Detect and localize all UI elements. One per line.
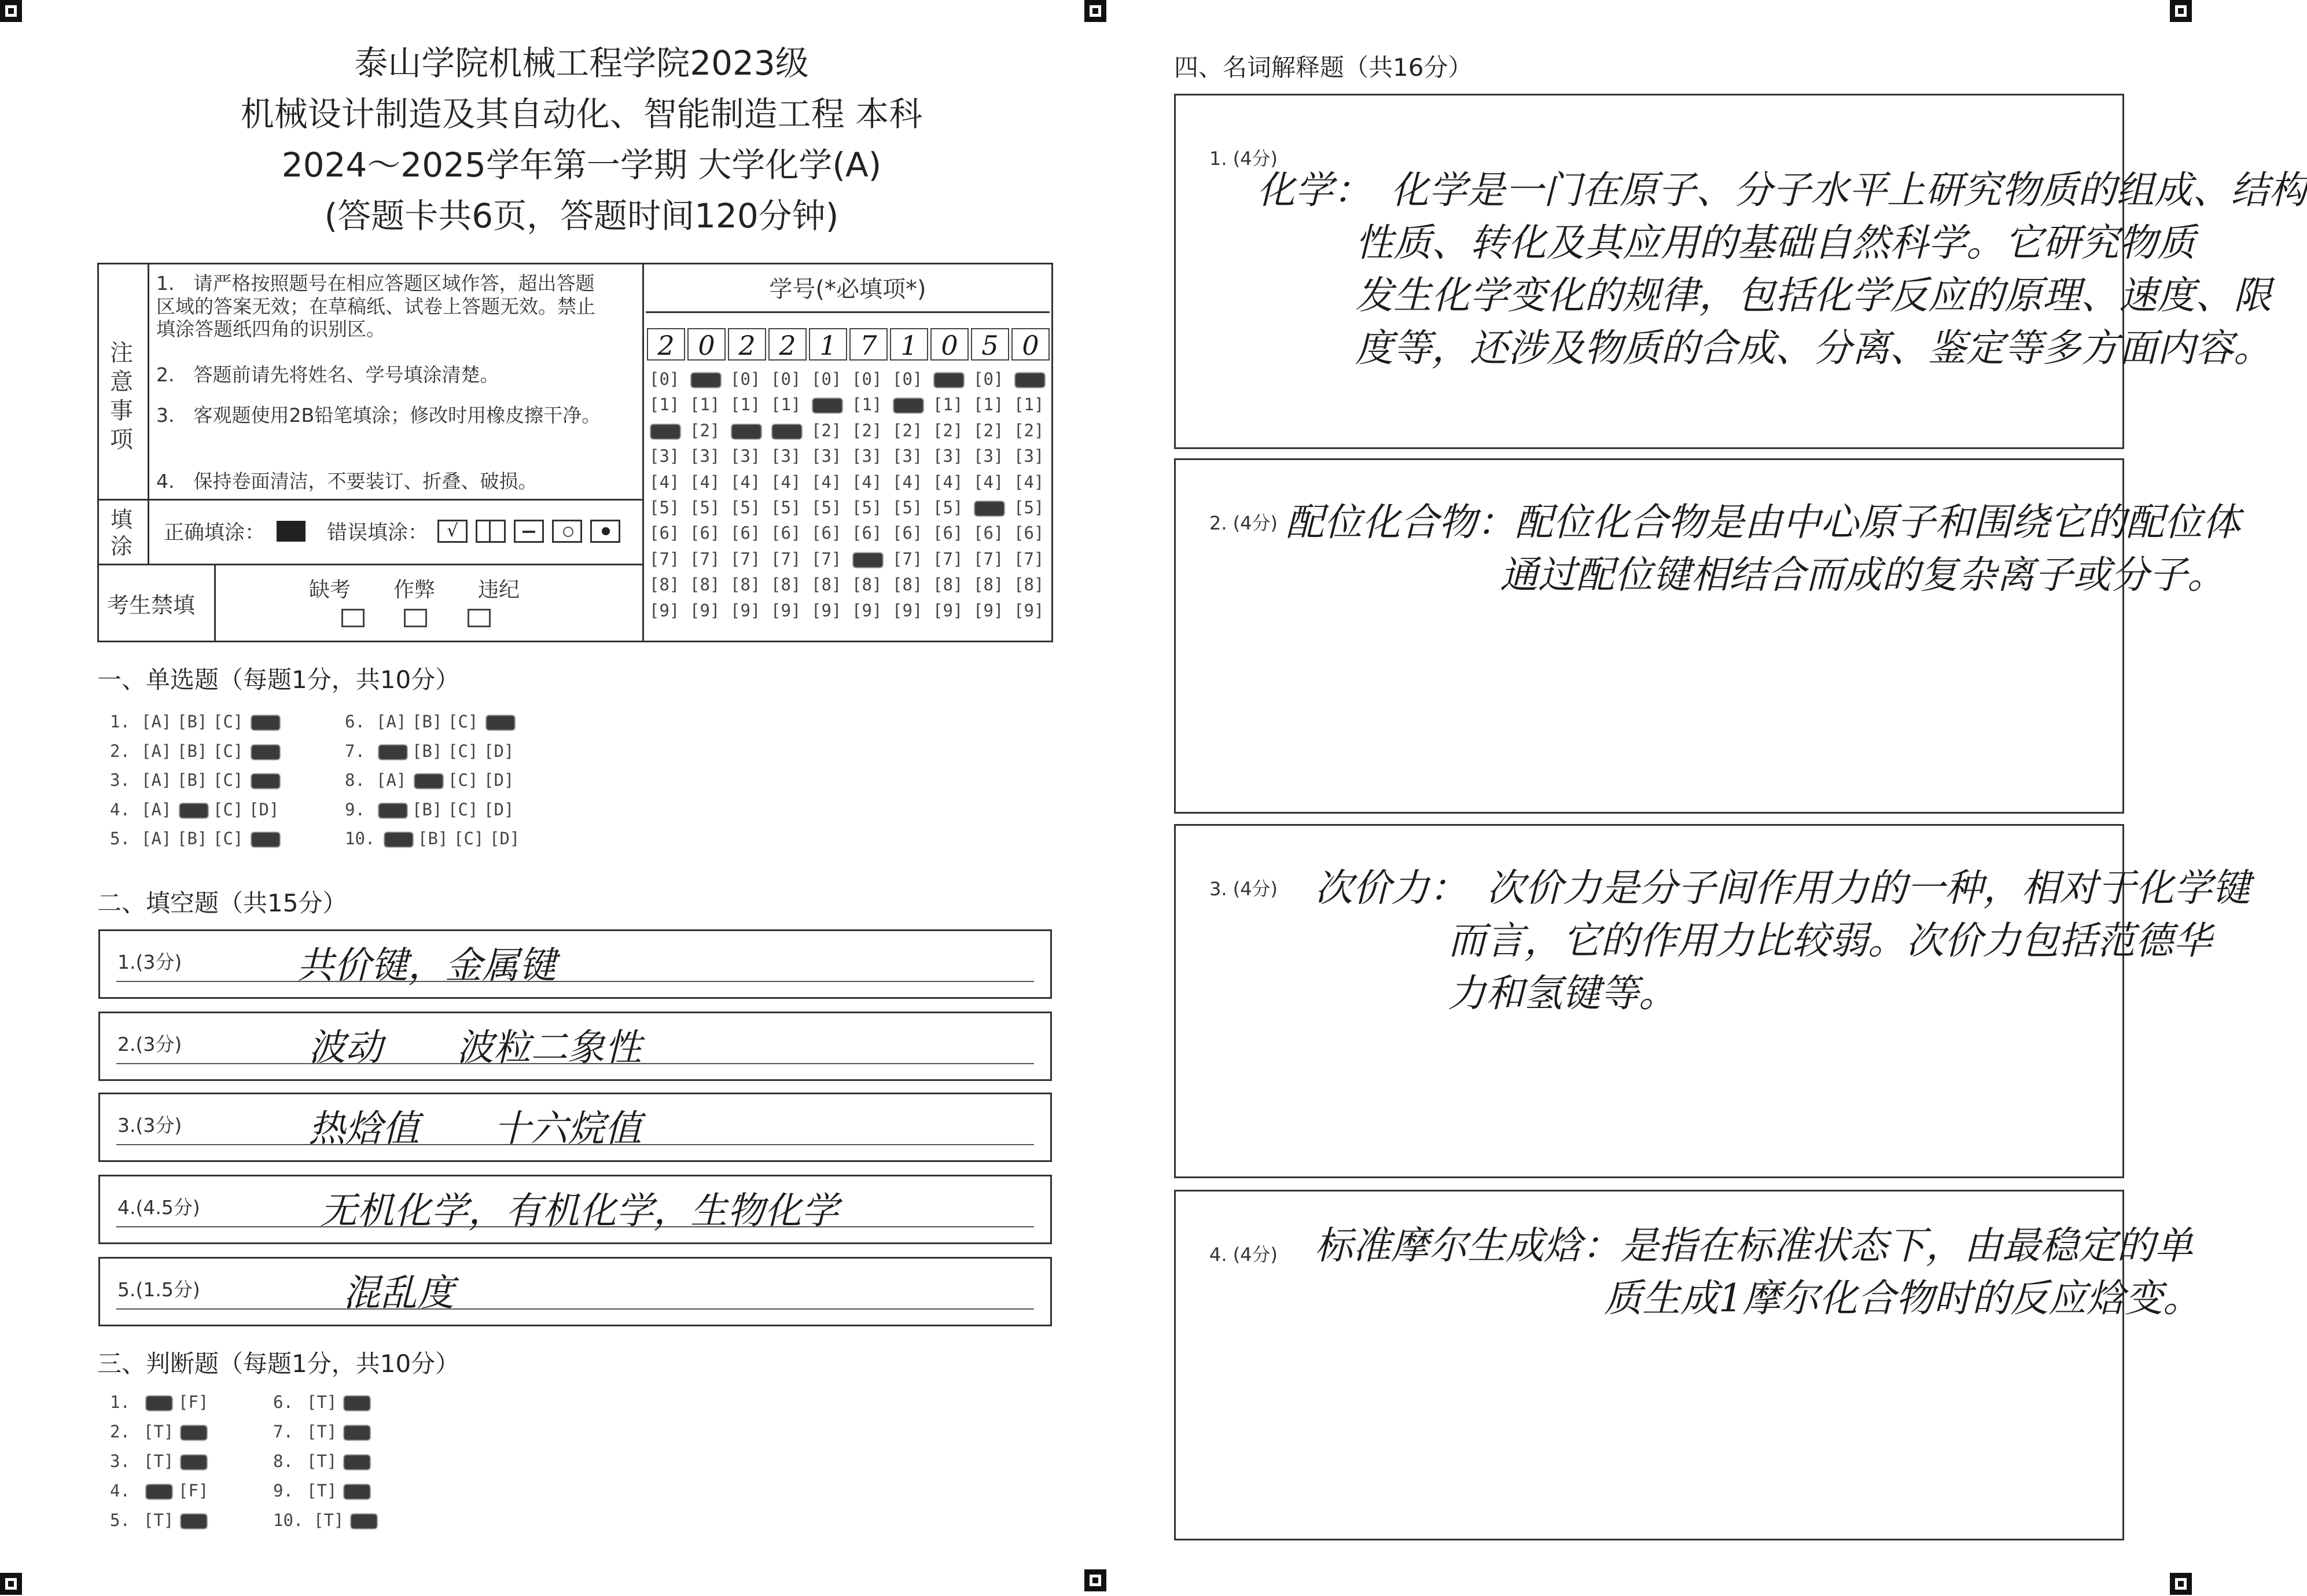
fill-answer-line bbox=[116, 1308, 1034, 1310]
tf-option-filled[interactable] bbox=[146, 1396, 172, 1411]
student-id-bubble[interactable]: [4] bbox=[649, 472, 680, 492]
student-id-bubble[interactable]: [6] bbox=[690, 523, 720, 543]
mcq-option[interactable]: [C] bbox=[448, 799, 479, 819]
student-id-bubble[interactable]: [6] bbox=[771, 523, 801, 543]
student-id-digit-cell[interactable]: 0 bbox=[687, 328, 726, 361]
definition-answer-box[interactable] bbox=[1174, 458, 2240, 814]
definition-handwritten-line[interactable]: 性质、转化及其应用的基础自然科学。它研究物质 bbox=[1355, 220, 2195, 265]
student-id-bubble[interactable]: [1] bbox=[973, 395, 1004, 415]
student-id-bubble[interactable]: [9] bbox=[973, 600, 1004, 620]
ban-cheat-checkbox[interactable] bbox=[404, 609, 427, 627]
tf-question-number: 8. bbox=[273, 1451, 293, 1471]
student-id-bubble[interactable]: [3] bbox=[1014, 446, 1044, 466]
tf-option-filled[interactable] bbox=[181, 1425, 207, 1440]
student-id-digit-cell[interactable]: 2 bbox=[647, 328, 685, 361]
student-id-digit-cell[interactable]: 0 bbox=[930, 328, 969, 361]
student-id-bubble[interactable]: [3] bbox=[690, 446, 720, 466]
notice-item-1: 1. 请严格按照题号在相应答题区域作答，超出答题区域的答案无效；在草稿纸、试卷上答题无效。禁止填涂答题纸四角的识别区。 bbox=[156, 272, 595, 341]
mcq-question-number: 8. bbox=[345, 770, 365, 790]
mcq-question-number: 9. bbox=[345, 799, 365, 819]
tf-question-number: 7. bbox=[273, 1422, 293, 1441]
student-id-bubble-filled[interactable] bbox=[812, 398, 842, 413]
student-id-bubble[interactable]: [7] bbox=[933, 549, 963, 569]
tf-option-filled[interactable] bbox=[344, 1455, 370, 1470]
mcq-option[interactable]: [C] bbox=[213, 741, 244, 761]
notice-item-4: 4. 保持卷面清洁，不要装订、折叠、破损。 bbox=[156, 470, 538, 492]
mcq-option[interactable]: [B] bbox=[412, 741, 443, 761]
student-id-bubble[interactable]: [4] bbox=[690, 472, 720, 492]
tf-question-number: 4. bbox=[110, 1481, 130, 1501]
student-id-bubble[interactable]: [5] bbox=[649, 498, 680, 517]
fill-question-label: 2.(3分) bbox=[117, 1033, 182, 1056]
mcq-question-number: 7. bbox=[345, 741, 365, 761]
fill-question-label: 3.(3分) bbox=[117, 1114, 182, 1137]
student-id-digit-cell[interactable]: 2 bbox=[728, 328, 766, 361]
correct-fill-sample bbox=[277, 521, 306, 542]
definition-handwritten-line[interactable]: 而言，它的作用力比较弱。次价力包括范德华 bbox=[1448, 918, 2212, 963]
header-school: 泰山学院机械工程学院2023级 bbox=[354, 43, 809, 83]
student-id-bubble[interactable]: [6] bbox=[892, 523, 923, 543]
student-id-bubble[interactable]: [7] bbox=[771, 549, 801, 569]
student-id-bubble[interactable]: [3] bbox=[771, 446, 801, 466]
mcq-option[interactable]: [C] bbox=[448, 712, 479, 731]
notice-item-3: 3. 客观题使用2B铅笔填涂；修改时用橡皮擦干净。 bbox=[156, 404, 601, 426]
mcq-option[interactable]: [D] bbox=[490, 829, 520, 848]
mcq-option[interactable]: [A] bbox=[141, 799, 172, 819]
student-id-bubble[interactable]: [6] bbox=[811, 523, 842, 543]
student-id-bubble-filled[interactable] bbox=[1015, 373, 1045, 388]
fill-answer-box[interactable] bbox=[98, 929, 1052, 999]
mcq-option-filled[interactable] bbox=[251, 832, 280, 847]
student-id-bubble[interactable]: [9] bbox=[892, 600, 923, 620]
student-id-bubble[interactable]: [0] bbox=[892, 369, 923, 389]
student-id-bubble[interactable]: [2] bbox=[690, 420, 720, 440]
fill-handwritten-answer[interactable]: 热焓值 十六烷值 bbox=[308, 1108, 642, 1150]
ban-violation-label: 违纪 bbox=[478, 578, 520, 602]
tf-option[interactable]: [T] bbox=[307, 1451, 337, 1471]
student-id-bubble[interactable]: [6] bbox=[973, 523, 1004, 543]
student-id-bubble[interactable]: [2] bbox=[892, 420, 923, 440]
student-id-digit-cell[interactable]: 5 bbox=[971, 328, 1009, 361]
tf-option[interactable]: [T] bbox=[144, 1422, 174, 1441]
student-id-bubble-filled[interactable] bbox=[974, 501, 1005, 516]
notice-item-2: 2. 答题前请先将姓名、学号填涂清楚。 bbox=[156, 363, 499, 386]
tf-option[interactable]: [T] bbox=[144, 1451, 174, 1471]
student-id-bubble-filled[interactable] bbox=[731, 424, 761, 439]
fill-answer-box[interactable] bbox=[98, 1257, 1052, 1326]
student-id-bubble[interactable]: [8] bbox=[649, 575, 680, 595]
student-id-bubble[interactable]: [9] bbox=[852, 600, 882, 620]
definition-question-label: 2. (4分) bbox=[1209, 512, 1278, 534]
student-id-bubble[interactable]: [3] bbox=[730, 446, 761, 466]
fill-handwritten-answer[interactable]: 混乱度 bbox=[343, 1272, 454, 1315]
mcq-question-number: 1. bbox=[110, 712, 130, 731]
student-id-bubble[interactable]: [4] bbox=[933, 472, 963, 492]
student-id-bubble[interactable]: [7] bbox=[1014, 549, 1044, 569]
tf-question-number: 3. bbox=[110, 1451, 130, 1471]
student-id-bubble-filled[interactable] bbox=[691, 373, 721, 388]
student-id-bubble[interactable]: [5] bbox=[933, 498, 963, 517]
definition-answer-box[interactable] bbox=[1174, 94, 2307, 449]
ban-violation-checkbox[interactable] bbox=[468, 609, 491, 627]
student-id-bubble[interactable]: [4] bbox=[811, 472, 842, 492]
mcq-option[interactable]: [C] bbox=[454, 829, 484, 848]
tf-option[interactable]: [F] bbox=[178, 1481, 209, 1501]
student-id-bubble[interactable]: [9] bbox=[771, 600, 801, 620]
mcq-option[interactable]: [A] bbox=[141, 770, 172, 790]
student-id-bubble[interactable]: [8] bbox=[892, 575, 923, 595]
student-id-bubble[interactable]: [4] bbox=[1014, 472, 1044, 492]
mcq-option[interactable]: [C] bbox=[213, 770, 244, 790]
student-id-bubble[interactable]: [1] bbox=[933, 395, 963, 415]
student-id-bubble[interactable]: [5] bbox=[771, 498, 801, 517]
student-id-bubble[interactable]: [2] bbox=[1014, 420, 1044, 440]
wrong-fill-check-icon: √ bbox=[437, 520, 468, 543]
student-id-bubble[interactable]: [3] bbox=[852, 446, 882, 466]
student-id-bubble[interactable]: [1] bbox=[852, 395, 882, 415]
mcq-option[interactable]: [B] bbox=[177, 712, 208, 731]
mcq-option-filled[interactable] bbox=[384, 832, 413, 847]
wrong-fill-half-icon bbox=[476, 520, 506, 543]
mcq-option-filled[interactable] bbox=[414, 774, 443, 789]
fill-question-label: 5.(1.5分) bbox=[117, 1278, 200, 1301]
tf-question-number: 9. bbox=[273, 1481, 293, 1501]
fill-label: 填涂 bbox=[110, 507, 133, 559]
mcq-option[interactable]: [C] bbox=[213, 712, 244, 731]
tf-option[interactable]: [T] bbox=[307, 1422, 337, 1441]
fill-handwritten-answer[interactable]: 波动 波粒二象性 bbox=[308, 1027, 642, 1069]
corner-marker-top-center bbox=[1084, 0, 1106, 22]
student-id-bubble[interactable]: [0] bbox=[649, 369, 680, 389]
mcq-option[interactable]: [B] bbox=[412, 712, 443, 731]
definition-handwritten-line[interactable]: 发生化学变化的规律，包括化学反应的原理、速度、限 bbox=[1355, 273, 2272, 318]
tf-option[interactable]: [F] bbox=[178, 1392, 209, 1412]
student-id-bubble[interactable]: [1] bbox=[1014, 395, 1044, 415]
tf-option-filled[interactable] bbox=[181, 1455, 207, 1470]
mcq-option[interactable]: [B] bbox=[412, 799, 443, 819]
student-id-bubble[interactable]: [3] bbox=[811, 446, 842, 466]
student-id-bubble[interactable]: [0] bbox=[811, 369, 842, 389]
section3-title: 三、判断题（每题1分，共10分） bbox=[97, 1349, 460, 1378]
fill-answer-box[interactable] bbox=[98, 1175, 1052, 1244]
fill-question-label: 1.(3分) bbox=[117, 951, 182, 973]
fill-handwritten-answer[interactable]: 共价键，金属键 bbox=[297, 944, 556, 987]
student-id-bubble[interactable]: [4] bbox=[852, 472, 882, 492]
student-id-bubble[interactable]: [8] bbox=[933, 575, 963, 595]
student-id-bubble[interactable]: [0] bbox=[973, 369, 1004, 389]
student-id-bubble[interactable]: [9] bbox=[649, 600, 680, 620]
header-info: (答题卡共6页，答题时间120分钟) bbox=[324, 196, 839, 236]
tf-question-number: 10. bbox=[273, 1510, 304, 1530]
student-id-bubble[interactable]: [7] bbox=[892, 549, 923, 569]
mcq-option[interactable]: [A] bbox=[141, 712, 172, 731]
student-id-bubble[interactable]: [8] bbox=[852, 575, 882, 595]
student-id-bubble[interactable]: [7] bbox=[811, 549, 842, 569]
student-id-bubble[interactable]: [4] bbox=[973, 472, 1004, 492]
definition-handwritten-line[interactable]: 标准摩尔生成焓：是指在标准状态下，由最稳定的单 bbox=[1315, 1223, 2193, 1268]
student-id-bubble[interactable]: [2] bbox=[852, 420, 882, 440]
definition-handwritten-line[interactable]: 质生成1摩尔化合物时的反应焓变。 bbox=[1604, 1276, 2201, 1321]
student-id-bubble-filled[interactable] bbox=[772, 424, 802, 439]
fill-question-label: 4.(4.5分) bbox=[117, 1196, 200, 1219]
student-id-bubble[interactable]: [5] bbox=[690, 498, 720, 517]
student-id-bubble[interactable]: [8] bbox=[973, 575, 1004, 595]
student-id-bubble-filled[interactable] bbox=[893, 398, 923, 413]
mcq-question-number: 5. bbox=[110, 829, 130, 848]
mcq-option[interactable]: [B] bbox=[177, 741, 208, 761]
student-id-digit-cell[interactable]: 7 bbox=[849, 328, 888, 361]
student-id-bubble[interactable]: [8] bbox=[690, 575, 720, 595]
student-id-bubble[interactable]: [4] bbox=[730, 472, 761, 492]
corner-marker-bottom-right bbox=[2170, 1573, 2192, 1595]
student-id-digit-cell[interactable]: 2 bbox=[768, 328, 807, 361]
corner-marker-bottom-center bbox=[1084, 1569, 1106, 1591]
tf-option-filled[interactable] bbox=[344, 1396, 370, 1411]
section1-title: 一、单选题（每题1分，共10分） bbox=[97, 665, 460, 694]
student-id-bubble[interactable]: [5] bbox=[852, 498, 882, 517]
student-id-bubble-filled[interactable] bbox=[934, 373, 964, 388]
mcq-option-filled[interactable] bbox=[251, 774, 280, 789]
student-id-bubble[interactable]: [1] bbox=[649, 395, 680, 415]
definition-question-label: 1. (4分) bbox=[1209, 148, 1278, 170]
tf-question-number: 6. bbox=[273, 1392, 293, 1412]
mcq-option[interactable]: [D] bbox=[249, 799, 279, 819]
fill-handwritten-answer[interactable]: 无机化学，有机化学，生物化学 bbox=[320, 1190, 838, 1233]
correct-fill-label: 正确填涂： bbox=[164, 521, 266, 545]
tf-option-filled[interactable] bbox=[181, 1514, 207, 1529]
student-id-bubble[interactable]: [9] bbox=[730, 600, 761, 620]
corner-marker-top-right bbox=[2170, 0, 2192, 22]
tf-option[interactable]: [T] bbox=[144, 1510, 174, 1530]
student-id-bubble[interactable]: [8] bbox=[771, 575, 801, 595]
section4-title: 四、名词解释题（共16分） bbox=[1174, 53, 1473, 82]
tf-option[interactable]: [T] bbox=[314, 1510, 344, 1530]
student-id-bubble[interactable]: [2] bbox=[933, 420, 963, 440]
definition-handwritten-line[interactable]: 配位化合物：配位化合物是由中心原子和围绕它的配位体 bbox=[1286, 500, 2240, 545]
definition-answer-box[interactable] bbox=[1174, 824, 2250, 1178]
student-id-bubble[interactable]: [7] bbox=[973, 549, 1004, 569]
tf-option-filled[interactable] bbox=[146, 1484, 172, 1499]
student-id-bubble[interactable]: [8] bbox=[730, 575, 761, 595]
wrong-fill-label: 错误填涂： bbox=[327, 521, 429, 545]
mcq-option[interactable]: [D] bbox=[484, 770, 514, 790]
mcq-option-filled[interactable] bbox=[486, 715, 515, 730]
definition-handwritten-line[interactable]: 化学： 化学是一门在原子、分子水平上研究物质的组成、结构 bbox=[1257, 168, 2307, 212]
wrong-fill-dot-icon bbox=[590, 520, 620, 543]
mcq-option[interactable]: [A] bbox=[376, 712, 407, 731]
definition-question-label: 4. (4分) bbox=[1209, 1244, 1278, 1266]
tf-option-filled[interactable] bbox=[344, 1484, 370, 1499]
student-id-bubble[interactable]: [2] bbox=[973, 420, 1004, 440]
student-id-bubble[interactable]: [9] bbox=[933, 600, 963, 620]
mcq-option-filled[interactable] bbox=[378, 745, 407, 760]
student-id-bubble[interactable]: [3] bbox=[649, 446, 680, 466]
fill-answer-line bbox=[116, 981, 1034, 982]
mcq-option[interactable]: [A] bbox=[141, 829, 172, 848]
student-id-bubble[interactable]: [4] bbox=[771, 472, 801, 492]
student-id-bubble[interactable]: [3] bbox=[892, 446, 923, 466]
mcq-option[interactable]: [C] bbox=[213, 799, 244, 819]
mcq-question-number: 4. bbox=[110, 799, 130, 819]
mcq-question-number: 3. bbox=[110, 770, 130, 790]
mcq-option[interactable]: [A] bbox=[376, 770, 407, 790]
mcq-option[interactable]: [B] bbox=[177, 829, 208, 848]
definition-question-label: 3. (4分) bbox=[1209, 878, 1278, 900]
student-id-bubble[interactable]: [3] bbox=[973, 446, 1004, 466]
mcq-question-number: 2. bbox=[110, 741, 130, 761]
mcq-option-filled[interactable] bbox=[179, 803, 208, 818]
corner-marker-bottom-left bbox=[0, 1573, 22, 1595]
header-course: 2024～2025学年第一学期 大学化学(A) bbox=[281, 145, 882, 185]
fill-answer-box[interactable] bbox=[98, 1093, 1052, 1162]
tf-option-filled[interactable] bbox=[344, 1425, 370, 1440]
mcq-option[interactable]: [C] bbox=[448, 770, 479, 790]
student-id-bubble[interactable]: [5] bbox=[1014, 498, 1044, 517]
student-id-bubble[interactable]: [0] bbox=[852, 369, 882, 389]
student-id-bubble[interactable]: [8] bbox=[1014, 575, 1044, 595]
student-id-bubble[interactable]: [6] bbox=[649, 523, 680, 543]
student-id-bubble[interactable]: [5] bbox=[892, 498, 923, 517]
fill-answer-box[interactable] bbox=[98, 1012, 1052, 1081]
student-id-bubble[interactable]: [1] bbox=[771, 395, 801, 415]
student-id-bubble-filled[interactable] bbox=[853, 553, 883, 568]
definition-handwritten-line[interactable]: 次价力： 次价力是分子间作用力的一种，相对于化学键 bbox=[1315, 866, 2250, 910]
ban-absent-label: 缺考 bbox=[309, 578, 351, 602]
student-id-bubble[interactable]: [6] bbox=[933, 523, 963, 543]
definition-handwritten-line[interactable]: 度等，还涉及物质的合成、分离、鉴定等多方面内容。 bbox=[1355, 326, 2272, 370]
student-id-bubble[interactable]: [4] bbox=[892, 472, 923, 492]
student-id-digit-cell[interactable]: 0 bbox=[1011, 328, 1050, 361]
student-id-bubble[interactable]: [1] bbox=[730, 395, 761, 415]
mcq-option-filled[interactable] bbox=[251, 715, 280, 730]
definition-handwritten-line[interactable]: 通过配位键相结合而成的复杂离子或分子。 bbox=[1500, 553, 2225, 597]
student-id-bubble[interactable]: [5] bbox=[730, 498, 761, 517]
student-id-bubble[interactable]: [7] bbox=[690, 549, 720, 569]
student-id-bubble[interactable]: [7] bbox=[730, 549, 761, 569]
tf-option-filled[interactable] bbox=[351, 1514, 377, 1529]
tf-option[interactable]: [T] bbox=[307, 1481, 337, 1501]
student-id-bubble[interactable]: [9] bbox=[690, 600, 720, 620]
mcq-option[interactable]: [A] bbox=[141, 741, 172, 761]
wrong-fill-circle-icon bbox=[552, 520, 582, 543]
student-id-digit-cell[interactable]: 1 bbox=[890, 328, 928, 361]
student-id-bubble[interactable]: [2] bbox=[811, 420, 842, 440]
student-id-bubble[interactable]: [1] bbox=[690, 395, 720, 415]
student-id-bubble[interactable]: [7] bbox=[649, 549, 680, 569]
ban-cheat-label: 作弊 bbox=[393, 578, 436, 602]
student-id-digit-cell[interactable]: 1 bbox=[809, 328, 847, 361]
header-major: 机械设计制造及其自动化、智能制造工程 本科 bbox=[240, 94, 923, 134]
definition-handwritten-line[interactable]: 力和氢键等。 bbox=[1448, 971, 1677, 1016]
mcq-option[interactable]: [C] bbox=[448, 741, 479, 761]
mcq-option[interactable]: [D] bbox=[484, 741, 514, 761]
mcq-option[interactable]: [D] bbox=[484, 799, 514, 819]
corner-marker-top-left bbox=[0, 0, 22, 22]
mcq-option[interactable]: [B] bbox=[418, 829, 448, 848]
mcq-question-number: 6. bbox=[345, 712, 365, 731]
student-id-bubble[interactable]: [9] bbox=[811, 600, 842, 620]
student-id-bubble[interactable]: [6] bbox=[730, 523, 761, 543]
notice-label: 注意事项 bbox=[110, 340, 133, 453]
student-id-bubble[interactable]: [0] bbox=[771, 369, 801, 389]
student-id-bubble[interactable]: [3] bbox=[933, 446, 963, 466]
tf-question-number: 1. bbox=[110, 1392, 130, 1412]
mcq-option-filled[interactable] bbox=[251, 745, 280, 760]
student-id-label: 学号(*必填项*) bbox=[769, 276, 926, 303]
student-id-bubble[interactable]: [6] bbox=[1014, 523, 1044, 543]
ban-absent-checkbox[interactable] bbox=[341, 609, 365, 627]
student-id-bubble[interactable]: [8] bbox=[811, 575, 842, 595]
mcq-option[interactable]: [B] bbox=[177, 770, 208, 790]
wrong-fill-dash-icon bbox=[514, 520, 544, 543]
mcq-option-filled[interactable] bbox=[378, 803, 407, 818]
mcq-question-number: 10. bbox=[345, 829, 376, 848]
student-id-bubble[interactable]: [5] bbox=[811, 498, 842, 517]
mcq-option[interactable]: [C] bbox=[213, 829, 244, 848]
tf-question-number: 5. bbox=[110, 1510, 130, 1530]
tf-option[interactable]: [T] bbox=[307, 1392, 337, 1412]
section2-title: 二、填空题（共15分） bbox=[97, 889, 347, 917]
definition-answer-box[interactable] bbox=[1174, 1190, 2201, 1540]
tf-question-number: 2. bbox=[110, 1422, 130, 1441]
student-id-bubble[interactable]: [9] bbox=[1014, 600, 1044, 620]
student-id-bubble[interactable]: [6] bbox=[852, 523, 882, 543]
student-id-bubble-filled[interactable] bbox=[650, 424, 680, 439]
student-id-bubble[interactable]: [0] bbox=[730, 369, 761, 389]
ban-label: 考生禁填 bbox=[107, 593, 196, 618]
